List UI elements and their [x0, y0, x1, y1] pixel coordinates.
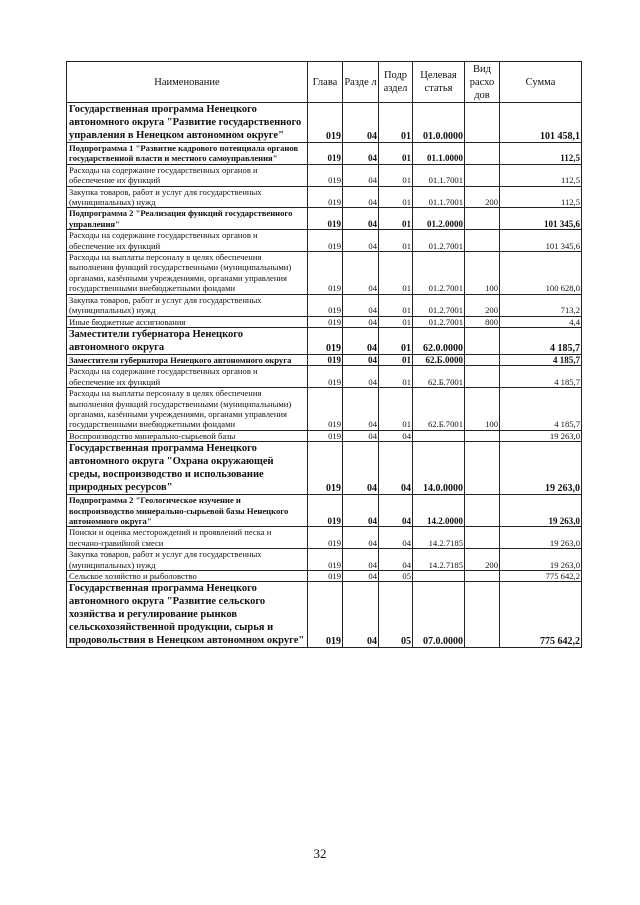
- row-name: Расходы на выплаты персоналу в целях обеспечения выполнения функций государственными (муниципальными) органами, казёнными учреждениями, органами управления государственными внебюджетными фондами: [67, 252, 308, 295]
- row-glava: 019: [308, 549, 343, 571]
- row-vid: [465, 527, 500, 549]
- row-razdel: 04: [343, 388, 379, 431]
- row-podrazdel: 01: [379, 230, 413, 252]
- row-sum: 101 458,1: [500, 103, 582, 143]
- row-podrazdel: 01: [379, 143, 413, 165]
- row-glava: 019: [308, 442, 343, 495]
- row-target: 14.2.7185: [413, 549, 465, 571]
- row-vid: 800: [465, 316, 500, 327]
- table-row: [67, 354, 582, 365]
- row-name: Заместители губернатора Ненецкого автономного округа: [67, 327, 308, 354]
- row-podrazdel: 01: [379, 388, 413, 431]
- row-razdel: 04: [343, 252, 379, 295]
- row-target: 62.Б.7001: [413, 366, 465, 388]
- row-glava: 019: [308, 571, 343, 582]
- row-podrazdel: 01: [379, 327, 413, 354]
- row-podrazdel: 01: [379, 186, 413, 208]
- row-vid: 200: [465, 549, 500, 571]
- row-name: Подпрограмма 2 "Геологическое изучение и воспроизводство минерально-сырьевой базы Ненецкого автономного округа": [67, 495, 308, 527]
- row-podrazdel: 04: [379, 549, 413, 571]
- row-razdel: 04: [343, 495, 379, 527]
- row-vid: [465, 164, 500, 186]
- table-row: [67, 103, 582, 143]
- row-vid: [465, 430, 500, 441]
- row-sum: 4 185,7: [500, 354, 582, 365]
- row-sum: 112,5: [500, 164, 582, 186]
- row-glava: 019: [308, 388, 343, 431]
- row-vid: 200: [465, 294, 500, 316]
- row-name: Государственная программа Ненецкого автономного округа "Развитие государственного управления в Ненецком автономном округе": [67, 103, 308, 143]
- row-razdel: 04: [343, 366, 379, 388]
- row-glava: 019: [308, 143, 343, 165]
- row-name: Государственная программа Ненецкого автономного округа "Охрана окружающей среды, воспроизводство и использование природных ресурсов": [67, 442, 308, 495]
- row-sum: 19 263,0: [500, 495, 582, 527]
- header-sum: Сумма: [500, 62, 582, 103]
- row-podrazdel: 04: [379, 527, 413, 549]
- row-glava: 019: [308, 186, 343, 208]
- row-name: Иные бюджетные ассигнования: [67, 316, 308, 327]
- row-name: Расходы на содержание государственных органов и обеспечение их функций: [67, 164, 308, 186]
- row-target: 01.0.0000: [413, 103, 465, 143]
- budget-table: [66, 61, 582, 648]
- row-glava: 019: [308, 366, 343, 388]
- row-podrazdel: 01: [379, 103, 413, 143]
- row-name: Воспроизводство минерально-сырьевой базы: [67, 430, 308, 441]
- row-razdel: 04: [343, 103, 379, 143]
- row-target: 01.1.7001: [413, 164, 465, 186]
- table-row: [67, 316, 582, 327]
- table-row: [67, 252, 582, 295]
- row-podrazdel: 01: [379, 294, 413, 316]
- row-target: 01.2.7001: [413, 230, 465, 252]
- row-name: Государственная программа Ненецкого автономного округа "Развитие сельского хозяйства и регулирование рынков сельскохозяйственной продукции, сырья и продовольствия в Ненецком автономном округе": [67, 582, 308, 648]
- row-razdel: 04: [343, 527, 379, 549]
- row-target: 14.2.0000: [413, 495, 465, 527]
- row-podrazdel: 04: [379, 495, 413, 527]
- table-row: [67, 571, 582, 582]
- row-sum: 100 628,0: [500, 252, 582, 295]
- row-sum: 19 263,0: [500, 442, 582, 495]
- row-podrazdel: 04: [379, 430, 413, 441]
- row-target: 62.Б.0000: [413, 354, 465, 365]
- row-glava: 019: [308, 208, 343, 230]
- row-name: Расходы на выплаты персоналу в целях обеспечения выполнения функций государственными (муниципальными) органами, казёнными учреждениями, органами управления государственными внебюджетными фондами: [67, 388, 308, 431]
- row-name: Поиски и оценка месторождений и проявлений песка и песчано-гравийной смеси: [67, 527, 308, 549]
- row-target: 01.2.7001: [413, 294, 465, 316]
- row-vid: 200: [465, 186, 500, 208]
- row-razdel: 04: [343, 143, 379, 165]
- row-razdel: 04: [343, 186, 379, 208]
- row-name: Подпрограмма 2 "Реализация функций государственного управления": [67, 208, 308, 230]
- header-glava: Глава: [308, 62, 343, 103]
- table-row: [67, 186, 582, 208]
- row-vid: [465, 495, 500, 527]
- row-sum: 4,4: [500, 316, 582, 327]
- row-target: 14.0.0000: [413, 442, 465, 495]
- row-glava: 019: [308, 230, 343, 252]
- row-vid: [465, 143, 500, 165]
- table-row: [67, 327, 582, 354]
- row-sum: 112,5: [500, 186, 582, 208]
- row-sum: 19 263,0: [500, 430, 582, 441]
- row-target: 01.1.7001: [413, 186, 465, 208]
- row-glava: 019: [308, 582, 343, 648]
- table-row: [67, 430, 582, 441]
- row-razdel: 04: [343, 327, 379, 354]
- row-name: Подпрограмма 1 "Развитие кадрового потенциала органов государственной власти и местного самоуправления": [67, 143, 308, 165]
- row-podrazdel: 01: [379, 164, 413, 186]
- row-target: [413, 571, 465, 582]
- table-row: [67, 442, 582, 495]
- row-name: Расходы на содержание государственных органов и обеспечение их функций: [67, 366, 308, 388]
- table-row: [67, 527, 582, 549]
- row-podrazdel: 05: [379, 582, 413, 648]
- row-sum: 101 345,6: [500, 230, 582, 252]
- row-sum: 775 642,2: [500, 571, 582, 582]
- row-name: Закупка товаров, работ и услуг для государственных (муниципальных) нужд: [67, 294, 308, 316]
- row-sum: 4 185,7: [500, 327, 582, 354]
- row-glava: 019: [308, 103, 343, 143]
- header-vid: Вид расхо дов: [465, 62, 500, 103]
- row-podrazdel: 01: [379, 252, 413, 295]
- row-glava: 019: [308, 294, 343, 316]
- row-target: 62.Б.7001: [413, 388, 465, 431]
- table-row: [67, 208, 582, 230]
- row-razdel: 04: [343, 208, 379, 230]
- table-row: [67, 230, 582, 252]
- table-row: [67, 164, 582, 186]
- row-target: 14.2.7185: [413, 527, 465, 549]
- row-podrazdel: 01: [379, 208, 413, 230]
- row-razdel: 04: [343, 582, 379, 648]
- row-vid: 100: [465, 252, 500, 295]
- row-podrazdel: 05: [379, 571, 413, 582]
- row-target: 01.1.0000: [413, 143, 465, 165]
- table-row: [67, 495, 582, 527]
- header-target: Целевая статья: [413, 62, 465, 103]
- row-sum: 112,5: [500, 143, 582, 165]
- row-vid: [465, 354, 500, 365]
- row-vid: [465, 366, 500, 388]
- row-vid: [465, 230, 500, 252]
- row-razdel: 04: [343, 571, 379, 582]
- row-sum: 4 185,7: [500, 366, 582, 388]
- row-name: Расходы на содержание государственных органов и обеспечение их функций: [67, 230, 308, 252]
- table-row: [67, 582, 582, 648]
- row-glava: 019: [308, 252, 343, 295]
- row-sum: 19 263,0: [500, 549, 582, 571]
- row-vid: [465, 442, 500, 495]
- table-row: [67, 366, 582, 388]
- header-razdel: Разде л: [343, 62, 379, 103]
- row-target: 01.2.7001: [413, 252, 465, 295]
- row-sum: 19 263,0: [500, 527, 582, 549]
- row-name: Заместители губернатора Ненецкого автономного округа: [67, 354, 308, 365]
- row-podrazdel: 01: [379, 366, 413, 388]
- row-sum: 4 185,7: [500, 388, 582, 431]
- row-name: Закупка товаров, работ и услуг для государственных (муниципальных) нужд: [67, 186, 308, 208]
- row-podrazdel: 01: [379, 354, 413, 365]
- row-vid: [465, 582, 500, 648]
- row-razdel: 04: [343, 430, 379, 441]
- row-target: 01.2.7001: [413, 316, 465, 327]
- row-glava: 019: [308, 164, 343, 186]
- row-target: 01.2.0000: [413, 208, 465, 230]
- row-name: Сельское хозяйство и рыболовство: [67, 571, 308, 582]
- row-razdel: 04: [343, 316, 379, 327]
- page-number: 32: [313, 846, 327, 861]
- row-target: 07.0.0000: [413, 582, 465, 648]
- row-glava: 019: [308, 316, 343, 327]
- row-podrazdel: 01: [379, 316, 413, 327]
- table-row: [67, 294, 582, 316]
- row-razdel: 04: [343, 164, 379, 186]
- table-header-row: [67, 62, 582, 103]
- row-razdel: 04: [343, 549, 379, 571]
- row-target: [413, 430, 465, 441]
- row-razdel: 04: [343, 442, 379, 495]
- row-sum: 713,2: [500, 294, 582, 316]
- row-razdel: 04: [343, 294, 379, 316]
- header-name: Наименование: [67, 62, 308, 103]
- row-podrazdel: 04: [379, 442, 413, 495]
- row-razdel: 04: [343, 230, 379, 252]
- row-vid: [465, 571, 500, 582]
- row-razdel: 04: [343, 354, 379, 365]
- row-sum: 101 345,6: [500, 208, 582, 230]
- table-row: [67, 388, 582, 431]
- row-vid: [465, 208, 500, 230]
- row-glava: 019: [308, 354, 343, 365]
- row-vid: [465, 103, 500, 143]
- row-vid: [465, 327, 500, 354]
- table-row: [67, 143, 582, 165]
- header-podrazdel: Подр аздел: [379, 62, 413, 103]
- row-target: 62.0.0000: [413, 327, 465, 354]
- table-row: [67, 549, 582, 571]
- row-glava: 019: [308, 527, 343, 549]
- row-glava: 019: [308, 327, 343, 354]
- row-sum: 775 642,2: [500, 582, 582, 648]
- row-vid: 100: [465, 388, 500, 431]
- row-glava: 019: [308, 495, 343, 527]
- row-glava: 019: [308, 430, 343, 441]
- row-name: Закупка товаров, работ и услуг для государственных (муниципальных) нужд: [67, 549, 308, 571]
